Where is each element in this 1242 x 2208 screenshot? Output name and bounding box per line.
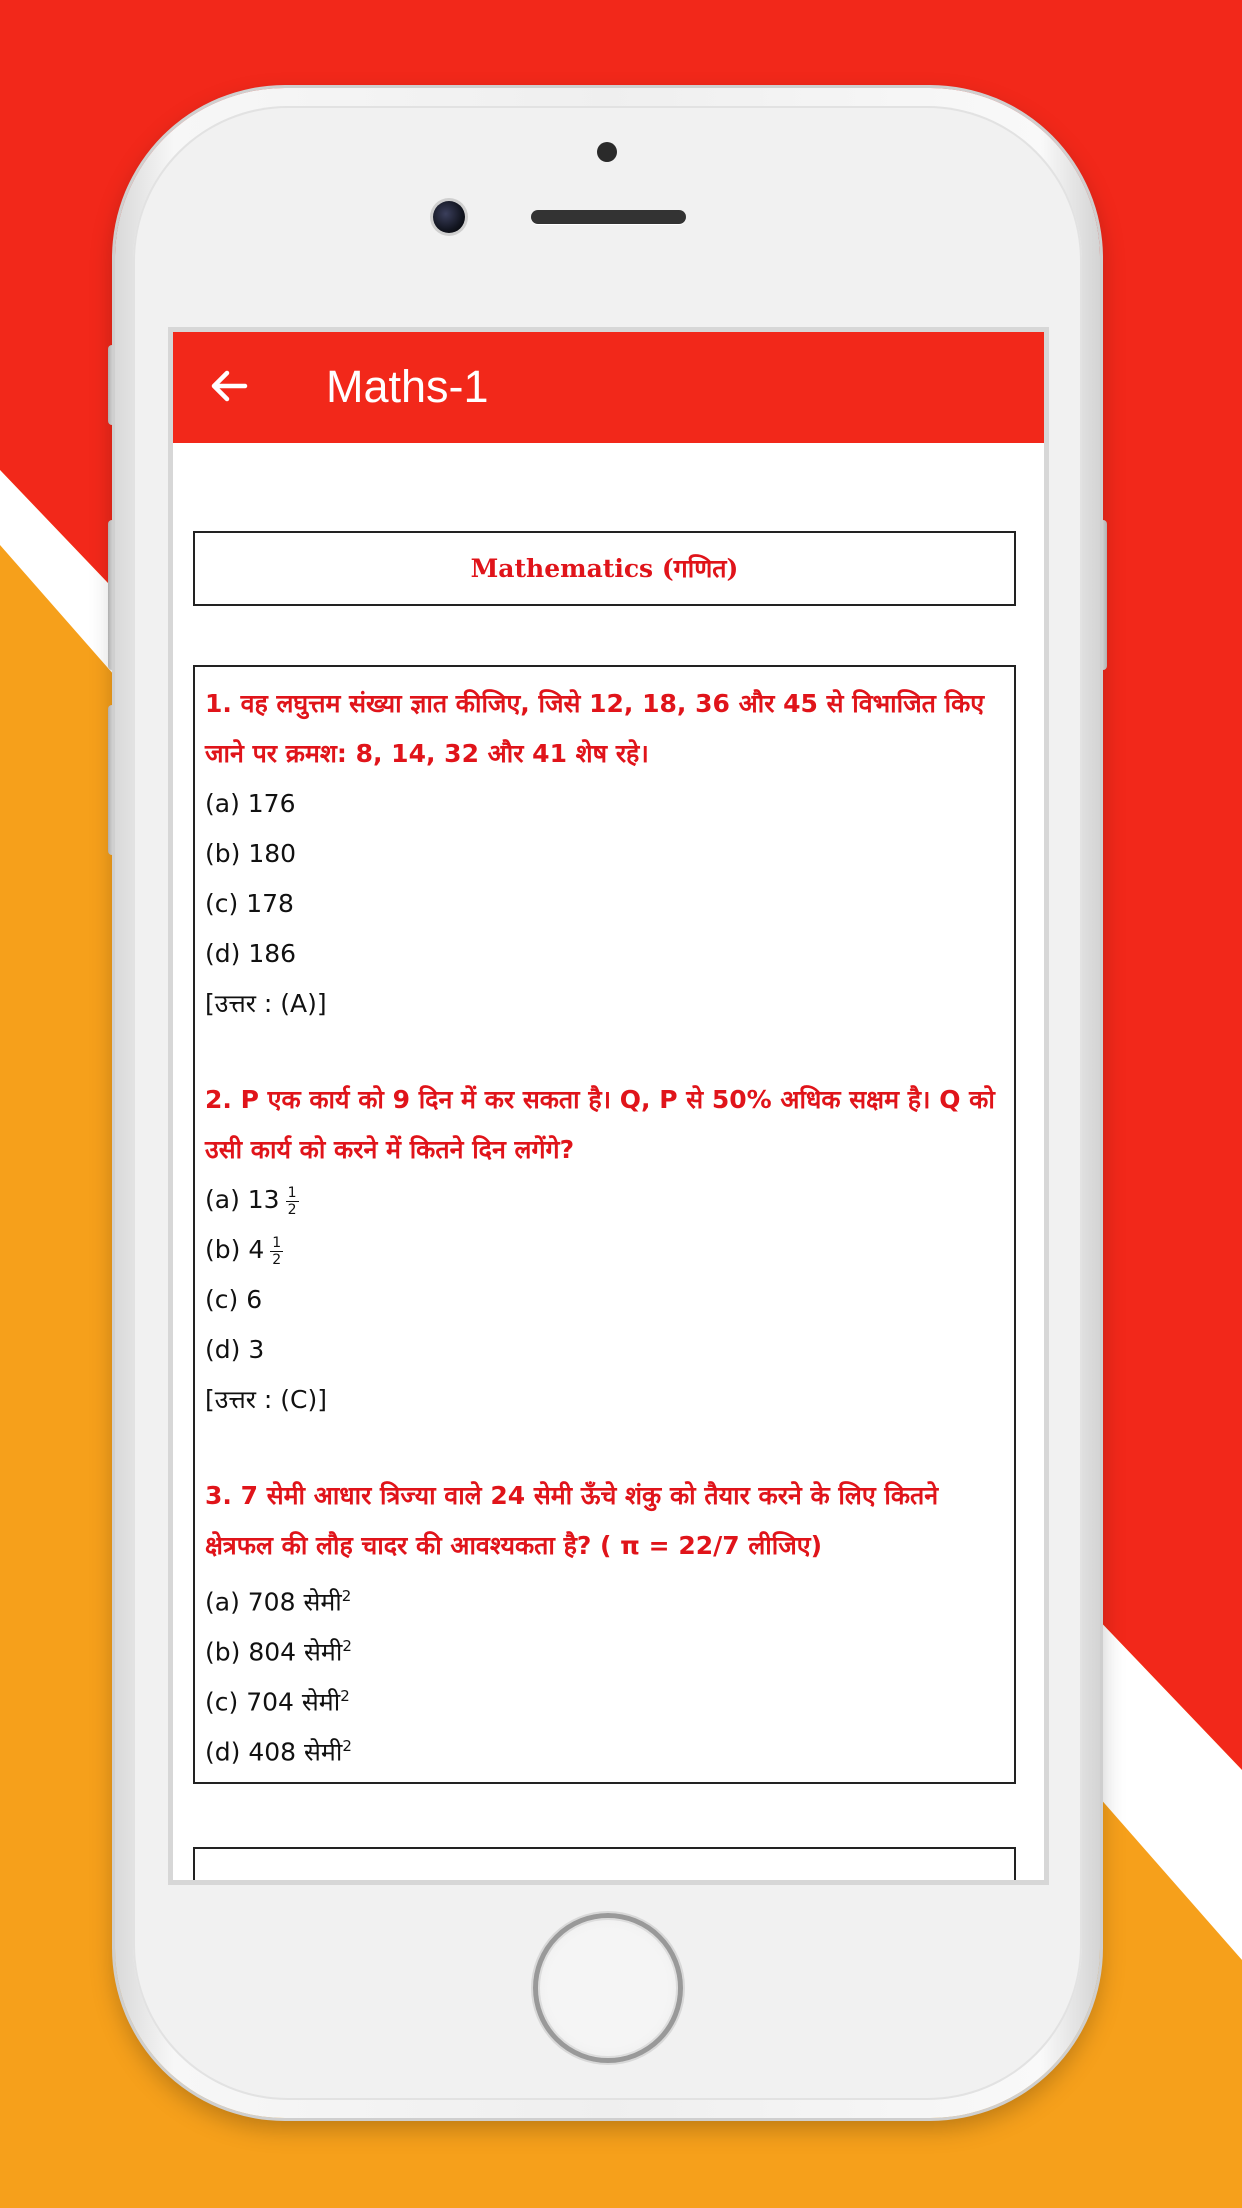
page-title: Maths-1 [326, 361, 489, 412]
question-1-text: 1. वह लघुत्तम संख्या ज्ञात कीजिए, जिसे 12, 18, 36 और 45 से विभाजित किए जाने पर क्रमश: 8, 14, 32 और 41 शेष रहे। [205, 689, 985, 768]
fraction-denominator: 2 [287, 1201, 297, 1218]
front-camera [433, 201, 465, 233]
question-2-text: 2. P एक कार्य को 9 दिन में कर सकता है। Q, P से 50% अधिक सक्षम है। Q को उसी कार्य को करने में कितने दिन लगेंगे? [205, 1085, 995, 1164]
fraction [286, 1185, 299, 1218]
home-button[interactable] [533, 1913, 683, 2063]
superscript: 2 [340, 1687, 350, 1705]
superscript: 2 [341, 1587, 352, 1605]
option-3c [205, 1671, 1004, 1721]
option-1d: (d) 186 [205, 939, 297, 968]
fraction-denominator: 2 [272, 1251, 282, 1268]
question-card-next [193, 1847, 1016, 1880]
answer-2: [उत्तर : (C)] [205, 1385, 327, 1414]
app-bar [173, 332, 1044, 443]
answer-1: [उत्तर : (A)] [205, 989, 327, 1018]
option-1c: (c) 178 [205, 889, 294, 918]
option-3a [205, 1571, 1004, 1621]
arrow-left-icon[interactable] [205, 362, 253, 410]
fraction-numerator: 1 [287, 1184, 297, 1201]
option-3d [205, 1721, 1004, 1771]
question-3-text: 3. 7 सेमी आधार त्रिज्या वाले 24 सेमी ऊँचे शंकु को तैयार करने के लिए कितने क्षेत्रफल की लौह चादर की आवश्यकता है? ( π = 22/7 लीजिए) [205, 1481, 939, 1560]
option-3a-label: (a) 708 सेमी [205, 1587, 342, 1617]
option-2a [205, 1175, 1004, 1225]
option-3c-label: (c) 704 सेमी [205, 1687, 341, 1717]
option-3b [205, 1621, 1004, 1671]
option-1b: (b) 180 [205, 839, 297, 868]
earpiece-speaker [531, 210, 686, 224]
option-3d-label: (d) 408 सेमी [205, 1737, 343, 1767]
option-3b-label: (b) 804 सेमी [205, 1637, 343, 1667]
option-2b [205, 1225, 1004, 1275]
question-card [193, 665, 1016, 1784]
fraction-numerator: 1 [272, 1234, 282, 1251]
option-1a: (a) 176 [205, 789, 296, 818]
fraction [270, 1235, 283, 1268]
superscript: 2 [342, 1737, 352, 1755]
option-2c: (c) 6 [205, 1285, 263, 1314]
subject-heading: Mathematics (गणित) [193, 531, 1016, 606]
option-2d: (d) 3 [205, 1335, 265, 1364]
superscript: 2 [342, 1637, 352, 1655]
option-2b-label: (b) 4 [205, 1235, 265, 1264]
option-2a-label: (a) 13 [205, 1185, 280, 1214]
phone-screen [173, 332, 1044, 1880]
proximity-sensor [597, 142, 617, 162]
